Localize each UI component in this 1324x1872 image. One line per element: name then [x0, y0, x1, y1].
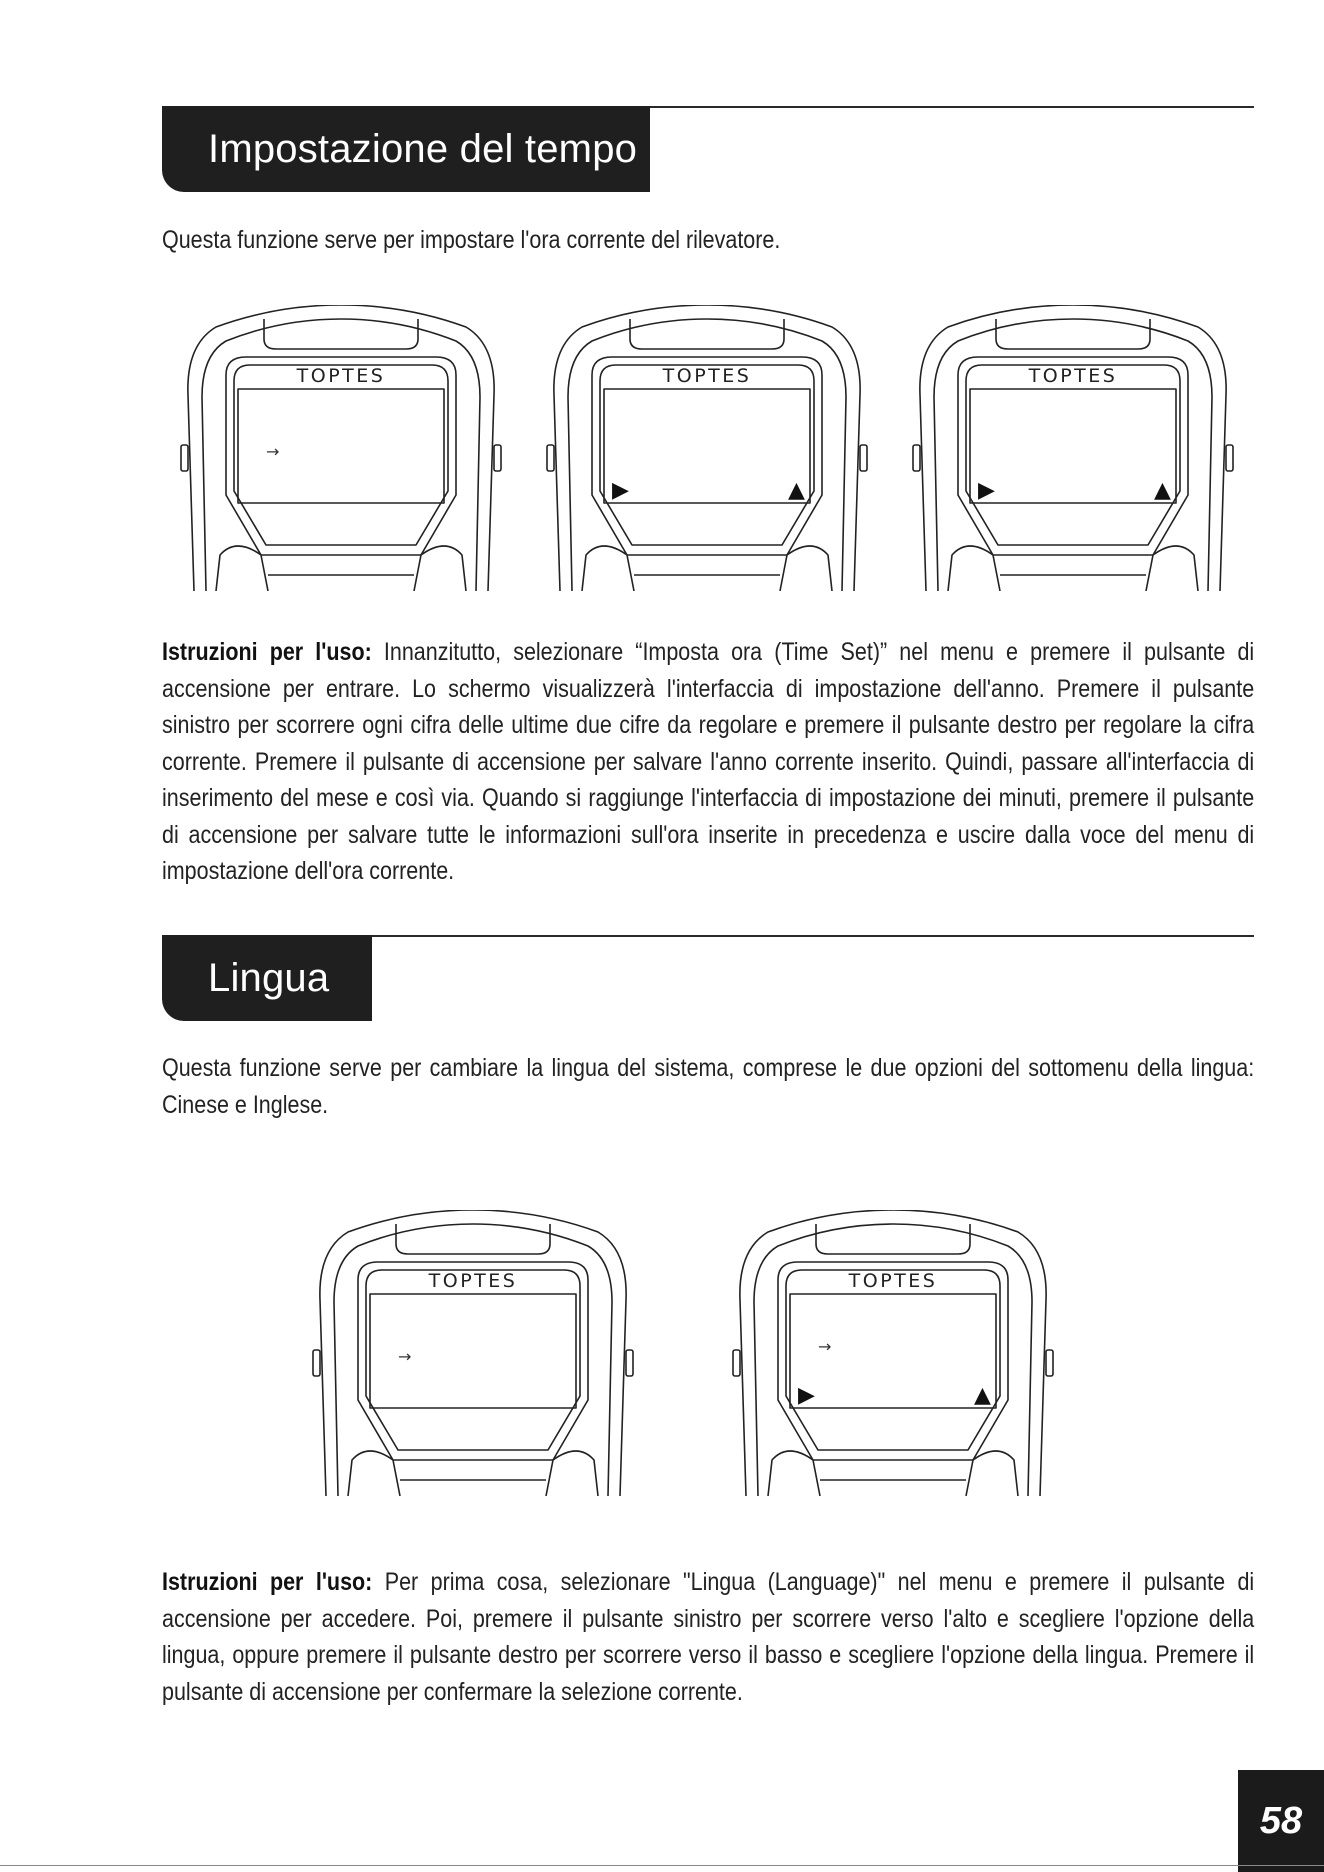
device-brand-logo: TOPTES	[848, 1270, 938, 1292]
device-side-button	[313, 1350, 320, 1376]
device-cursor-arrow: →	[398, 1347, 412, 1366]
device-brand-logo: TOPTES	[1028, 365, 1118, 387]
device-side-button	[494, 445, 501, 471]
device-screen-bezel-inner	[966, 365, 1180, 545]
section-rule-top	[648, 106, 1254, 108]
device-screen-bezel-inner	[786, 1270, 1000, 1450]
intro-paragraph-time-set: Questa funzione serve per impostare l'ora corrente del rilevatore.	[162, 226, 781, 254]
device-up-arrow-icon: ▲	[1154, 478, 1171, 503]
instructions-text: Per prima cosa, selezionare "Lingua (Language)" nel menu e premere il pulsante di accensione per accedere. Poi, premere il pulsante sinistro per scorrere verso l'alto e scegliere l'opzione della lingua, oppure premere il pulsante destro per scorrere verso il basso e scegliere l'opzione della lingua. Premere il pulsante di accensione per confermare la selezione corrente.	[162, 1568, 1255, 1706]
device-body-inner-outline	[754, 1224, 1032, 1496]
device-up-arrow-icon: ▲	[788, 478, 805, 503]
section-heading-language: Lingua	[162, 935, 372, 1021]
device-side-button	[1226, 445, 1233, 471]
instructions-paragraph-language	[162, 1564, 1254, 1710]
device-display	[970, 389, 1176, 503]
device-side-button	[181, 445, 188, 471]
device-body-inner-outline	[202, 319, 480, 591]
device-left-arrow-icon: ▶	[798, 1383, 815, 1408]
device-left-arrow-icon: ▶	[978, 478, 995, 503]
device-cursor-arrow: →	[266, 442, 280, 461]
device-up-arrow-icon: ▲	[974, 1383, 991, 1408]
device-left-arrow-icon: ▶	[612, 478, 629, 503]
device-illustration	[908, 305, 1238, 591]
page-number: 58	[1238, 1770, 1324, 1872]
device-body-inner-outline	[568, 319, 846, 591]
intro-paragraph-language: Questa funzione serve per cambiare la lingua del sistema, comprese le due opzioni del sottomenu della lingua: Cinese e Inglese.	[162, 1054, 1255, 1119]
instructions-text: Innanzitutto, selezionare “Imposta ora (Time Set)” nel menu e premere il pulsante di accensione per entrare. Lo schermo visualizzerà l'interfaccia di impostazione dell'anno. Premere il pulsante sinistro per scorrere ogni cifra delle ultime due cifre da regolare e premere il pulsante destro per regolare la cifra corrente. Premere il pulsante di accensione per salvare l'anno corrente inserito. Quindi, passare all'interfaccia di inserimento del mese e così via. Quando si raggiunge l'interfaccia di impostazione dei minuti, premere il pulsante di accensione per salvare tutte le informazioni sull'ora inserite in precedenza e uscire dalla voce del menu di impostazione dell'ora corrente.	[162, 638, 1255, 885]
device-side-button	[1046, 1350, 1053, 1376]
device-side-button	[733, 1350, 740, 1376]
device-display	[604, 389, 810, 503]
device-figure-language-1	[308, 1210, 638, 1496]
section-rule-language	[370, 935, 1254, 937]
device-figure-language-2	[728, 1210, 1058, 1496]
instructions-label: Istruzioni per l'uso:	[162, 638, 372, 666]
section-heading-time-set: Impostazione del tempo	[162, 106, 650, 192]
device-brand-logo: TOPTES	[662, 365, 752, 387]
device-body-inner-outline	[334, 1224, 612, 1496]
device-screen-bezel-inner	[600, 365, 814, 545]
device-illustration	[308, 1210, 638, 1496]
device-cursor-arrow: →	[818, 1337, 832, 1356]
device-illustration	[176, 305, 506, 591]
device-side-button	[913, 445, 920, 471]
instructions-paragraph-time-set	[162, 634, 1254, 890]
device-brand-logo: TOPTES	[428, 1270, 518, 1292]
device-figure-time-3	[908, 305, 1238, 591]
device-illustration	[728, 1210, 1058, 1496]
instructions-label: Istruzioni per l'uso:	[162, 1568, 373, 1596]
device-side-button	[860, 445, 867, 471]
device-illustration	[542, 305, 872, 591]
bottom-rule	[0, 1865, 1324, 1866]
device-figure-time-1	[176, 305, 506, 591]
device-side-button	[547, 445, 554, 471]
device-brand-logo: TOPTES	[296, 365, 386, 387]
device-body-inner-outline	[934, 319, 1212, 591]
device-side-button	[626, 1350, 633, 1376]
device-figure-time-2	[542, 305, 872, 591]
